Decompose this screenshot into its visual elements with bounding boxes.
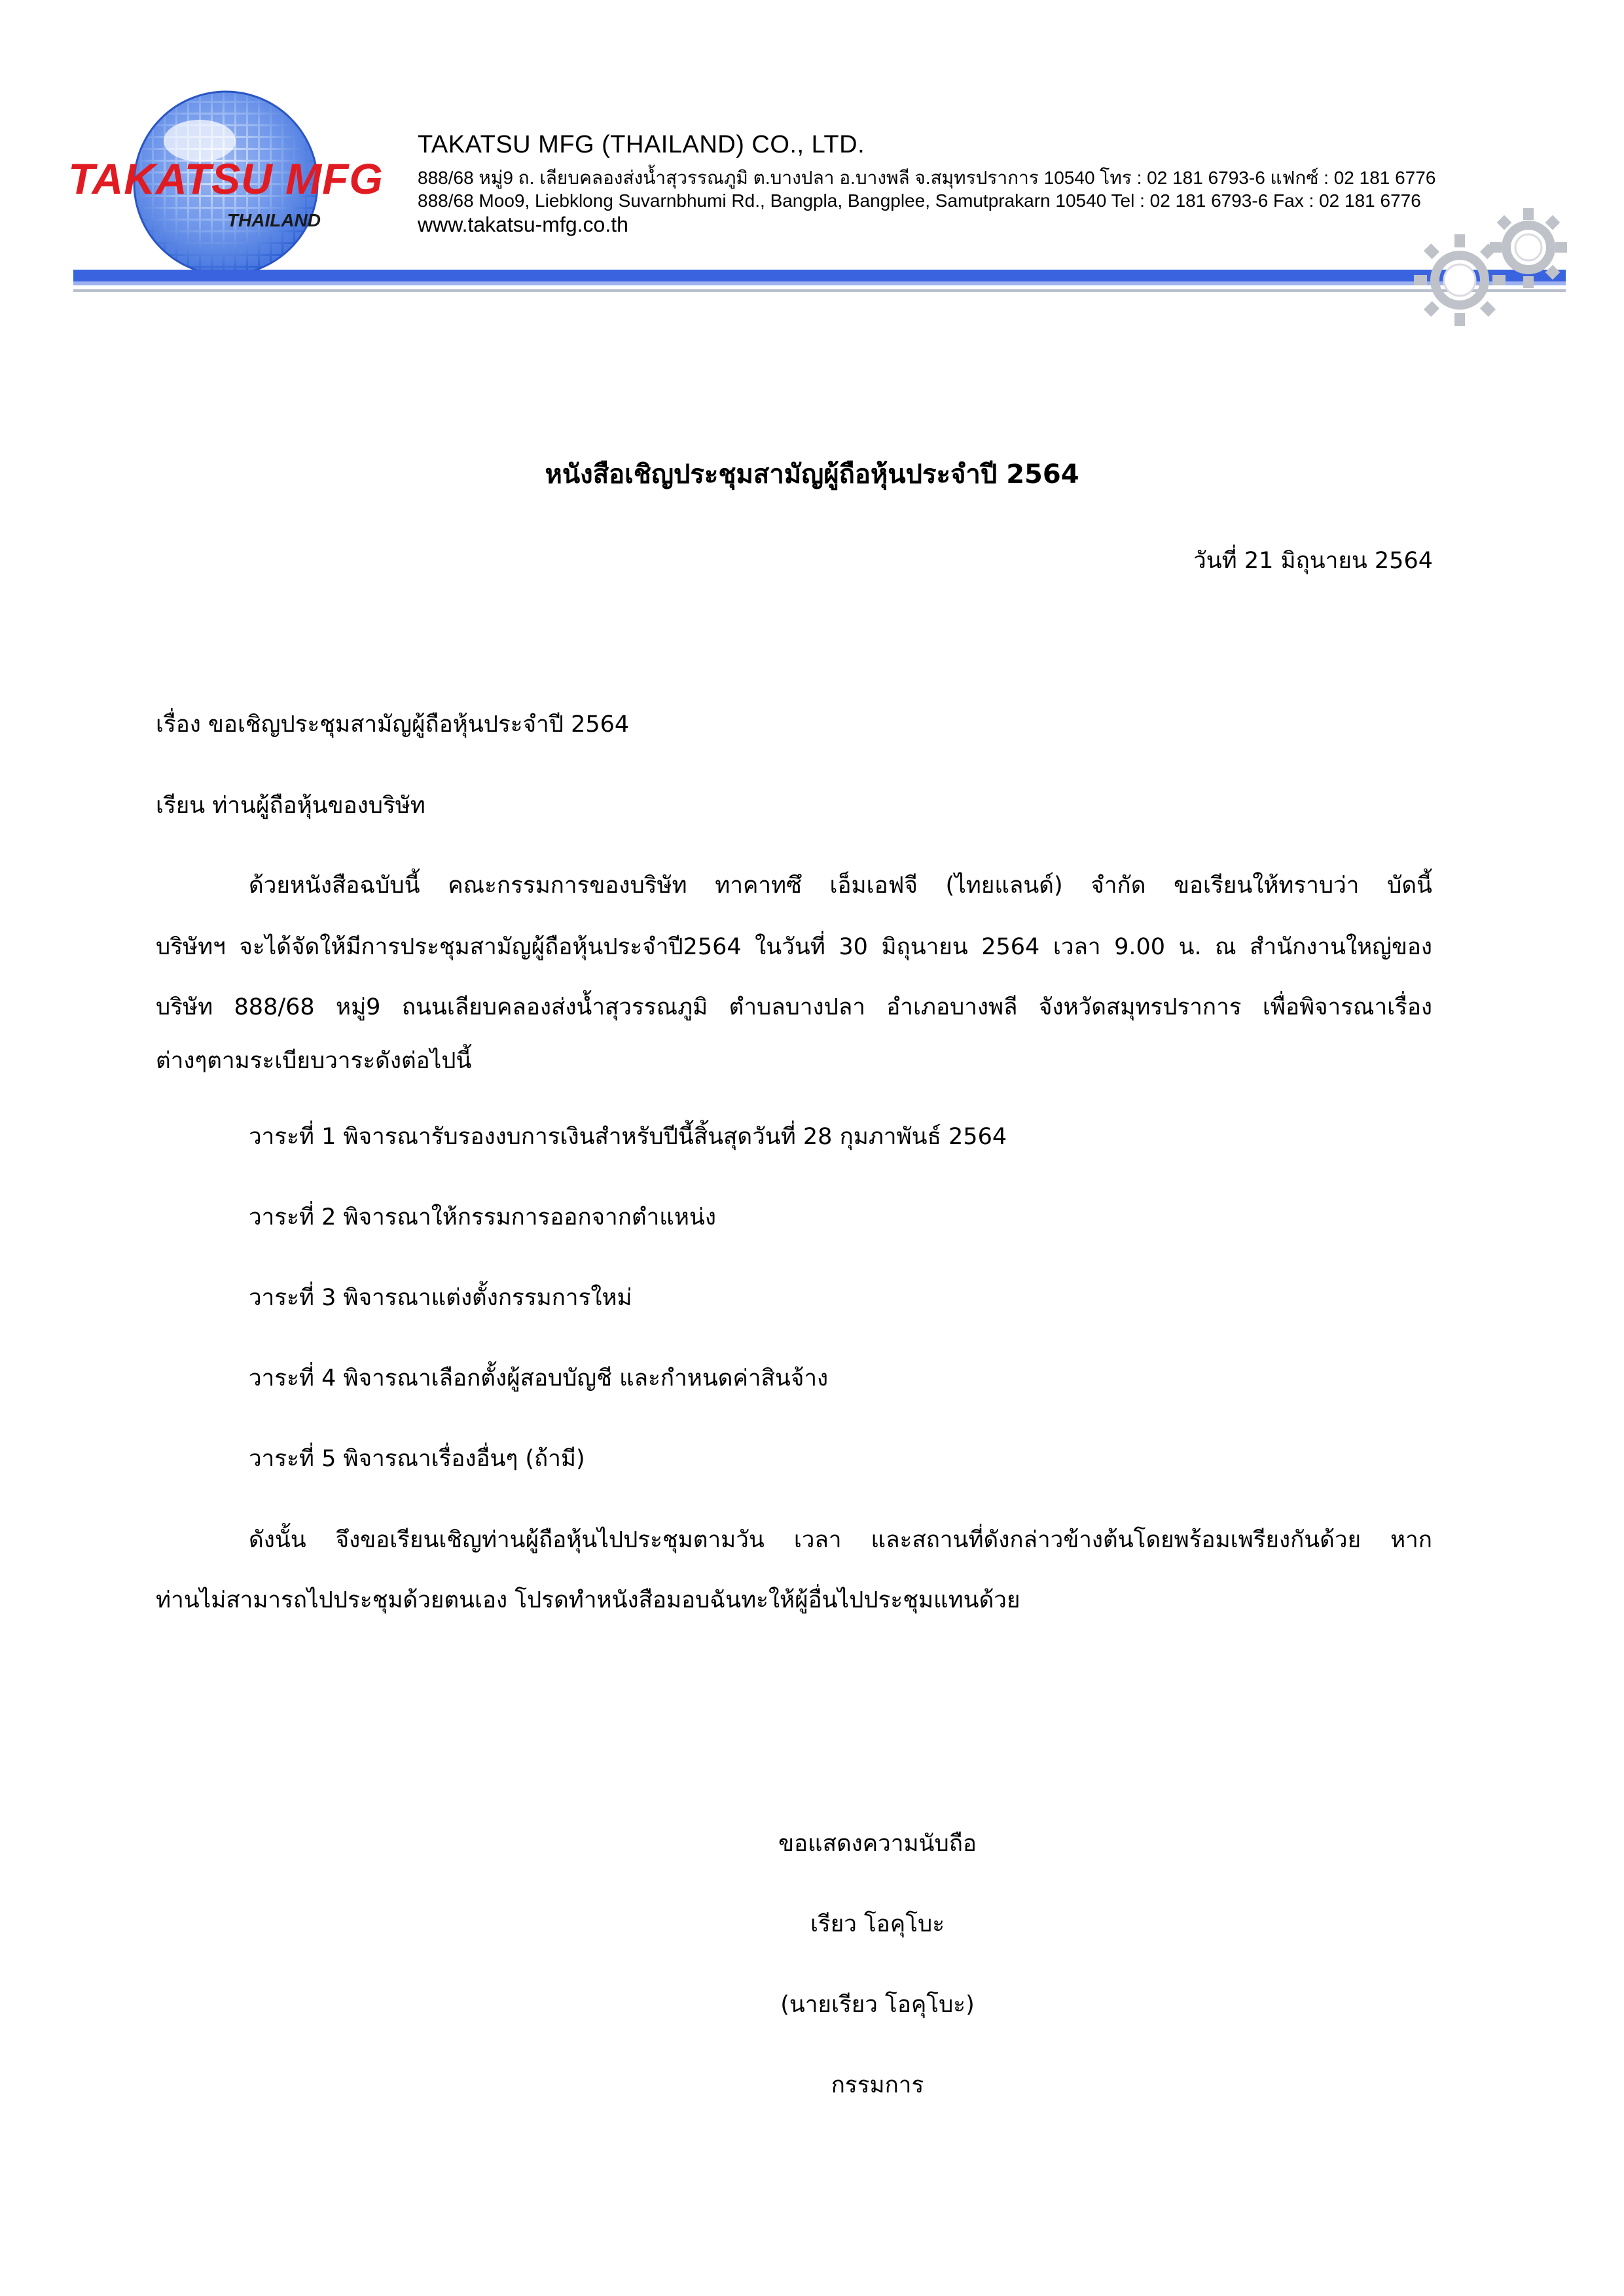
agenda-item: วาระที่ 4 พิจารณาเลือกตั้งผู้สอบบัญชี และกำหนดค่าสินจ้าง xyxy=(249,1365,829,1391)
gears-icon xyxy=(1407,208,1584,326)
company-website: www.takatsu-mfg.co.th xyxy=(418,213,628,236)
signatory-full-name: (นายเรียว โอคุโบะ) xyxy=(780,1992,975,2018)
intro-paragraph-line: บริษัท 888/68 หมู่9 ถนนเลียบคลองส่งน้ำสุวรรณภูมิ ตำบลบางปลา อำเภอบางพลี จังหวัดสมุทรปราการ เพื่อพิจารณาเรื่อง xyxy=(156,994,1432,1020)
intro-paragraph-line: ด้วยหนังสือฉบับนี้ คณะกรรมการของบริษัท ทาคาทซึ เอ็มเอฟจี (ไทยแลนด์) จำกัด ขอเรียนให้ทราบว่า บัดนี้ xyxy=(249,872,1432,899)
intro-paragraph-line: บริษัทฯ จะได้จัดให้มีการประชุมสามัญผู้ถือหุ้นประจำปี2564 ในวันที่ 30 มิถุนายน 2564 เวลา 9.00 น. ณ สำนักงานใหญ่ของ xyxy=(156,934,1432,960)
closing-regards: ขอแสดงความนับถือ xyxy=(778,1831,977,1857)
agenda-item: วาระที่ 2 พิจารณาให้กรรมการออกจากตำแหน่ง xyxy=(249,1204,716,1230)
addressee-line: เรียน ท่านผู้ถือหุ้นของบริษัท xyxy=(156,793,425,819)
agenda-item: วาระที่ 1 พิจารณารับรองงบการเงินสำหรับปีนี้สิ้นสุดวันที่ 28 กุมภาพันธ์ 2564 xyxy=(249,1124,1007,1150)
closing-paragraph-line: ดังนั้น จึงขอเรียนเชิญท่านผู้ถือหุ้นไปประชุมตามวัน เวลา และสถานที่ดังกล่าวข้างต้นโดยพร้อมเพรียงกันด้วย หาก xyxy=(249,1527,1432,1553)
company-logo xyxy=(59,79,393,295)
closing-paragraph-line: ท่านไม่สามารถไปประชุมด้วยตนเอง โปรดทำหนังสือมอบฉันทะให้ผู้อื่นไปประชุมแทนด้วย xyxy=(156,1587,1020,1613)
company-address-thai: 888/68 หมู่9 ถ. เลียบคลองส่งน้ำสุวรรณภูมิ ต.บางปลา อ.บางพลี จ.สมุทรปราการ 10540 โทร : 02 181 6793-6 แฟกซ์ : 02 181 6776 xyxy=(418,168,1436,188)
document-date: วันที่ 21 มิถุนายน 2564 xyxy=(1193,548,1433,574)
signatory-name: เรียว โอคุโบะ xyxy=(810,1911,945,1937)
subject-line: เรื่อง ขอเชิญประชุมสามัญผู้ถือหุ้นประจำปี 2564 xyxy=(156,711,630,738)
intro-paragraph-line: ต่างๆตามระเบียบวาระดังต่อไปนี้ xyxy=(156,1048,472,1074)
company-address-english: 888/68 Moo9, Liebklong Suvarnbhumi Rd., Bangpla, Bangplee, Samutprakarn 10540 Tel : 02 181 6793-6 Fax : 02 181 6776 xyxy=(418,190,1421,211)
document-title: หนังสือเชิญประชุมสามัญผู้ถือหุ้นประจำปี 2564 xyxy=(545,459,1079,490)
logo-subtext: THAILAND xyxy=(226,210,321,230)
logo-wordmark: TAKATSU MFG xyxy=(68,154,384,203)
company-name: TAKATSU MFG (THAILAND) CO., LTD. xyxy=(418,131,865,158)
signatory-position: กรรมการ xyxy=(831,2072,924,2098)
agenda-item: วาระที่ 5 พิจารณาเรื่องอื่นๆ (ถ้ามี) xyxy=(249,1446,585,1472)
header-divider xyxy=(73,267,1566,313)
agenda-item: วาระที่ 3 พิจารณาแต่งตั้งกรรมการใหม่ xyxy=(249,1285,632,1311)
